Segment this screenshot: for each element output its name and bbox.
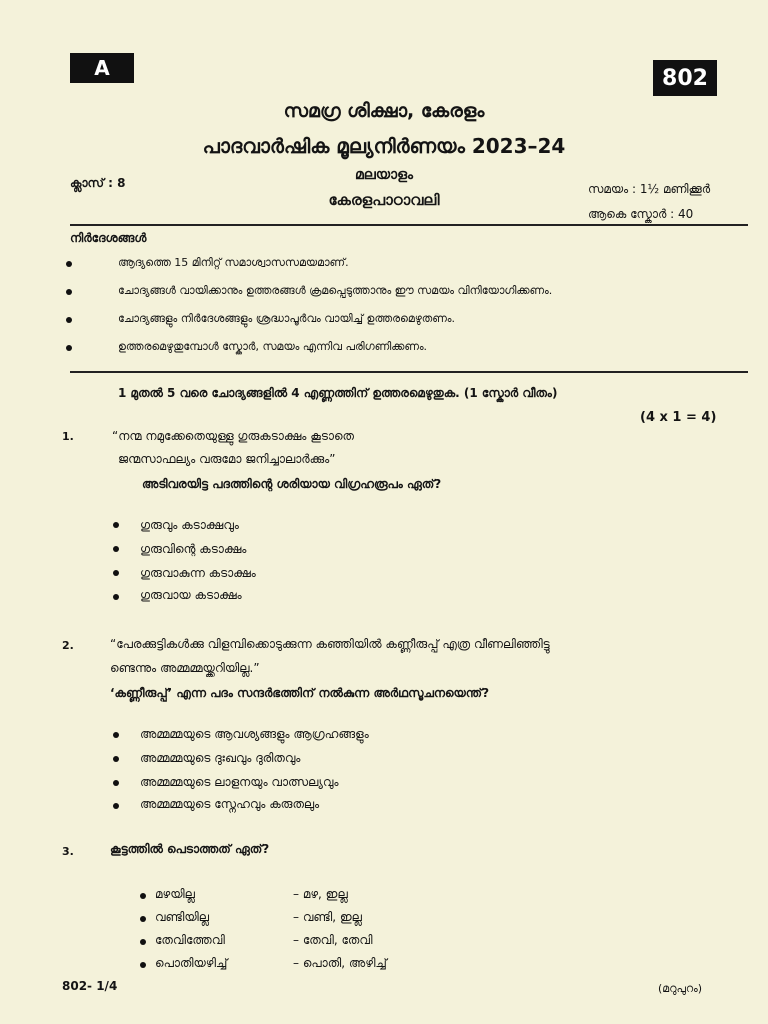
bullet-icon bbox=[113, 594, 119, 600]
question-prompt: ‘കണ്ണീരുപ്പ്’ എന്ന പദം സന്ദർഭത്തിന് നൽകുന്ന അർഥസൂചനയെന്ത്? bbox=[110, 686, 490, 700]
paper-code: 802 bbox=[653, 60, 717, 96]
answer-option: അമ്മമ്മയുടെ ദുഃഖവും ദുരിതവും bbox=[140, 751, 301, 765]
exam-title: പാദവാർഷിക മൂല്യനിർണയം 2023–24 bbox=[202, 134, 566, 158]
bullet-icon bbox=[66, 345, 72, 351]
question-text: ജന്മസാഫല്യം വരുമോ ജനിച്ചാലാർക്കും” bbox=[118, 452, 336, 466]
bullet-icon bbox=[66, 317, 72, 323]
option-split: – തേവി, തേവി bbox=[293, 933, 373, 947]
instructions-divider bbox=[70, 371, 748, 373]
time-label: സമയം : 1½ മണിക്കൂർ bbox=[588, 182, 711, 196]
question-number: 1. bbox=[62, 430, 74, 443]
option-word: പൊതിയഴിച്ച് bbox=[155, 956, 228, 970]
set-label: A bbox=[70, 53, 134, 83]
subject-title: മലയാളം bbox=[354, 167, 414, 183]
instruction-item: ആദ്യത്തെ 15 മിനിറ്റ് സമാശ്വാസസമയമാണ്. bbox=[118, 256, 349, 269]
paper-title: കേരളപാഠാവലി bbox=[328, 191, 440, 209]
option-split: – വണ്ടി, ഇല്ല bbox=[293, 910, 362, 924]
total-score-label: ആകെ സ്കോർ : 40 bbox=[588, 207, 694, 221]
option-split: – മഴ, ഇല്ല bbox=[293, 887, 348, 901]
bullet-icon bbox=[66, 289, 72, 295]
bullet-icon bbox=[140, 939, 146, 945]
answer-option: ഗുരുവാകുന്ന കടാക്ഷം bbox=[140, 566, 256, 580]
option-split: – പൊതി, അഴിച്ച് bbox=[293, 956, 387, 970]
question-prompt: കൂട്ടത്തിൽ പെടാത്തത് ഏത്? bbox=[110, 842, 270, 856]
bullet-icon bbox=[113, 780, 119, 786]
instruction-item: ചോദ്യങ്ങളും നിർദേശങ്ങളും ശ്രദ്ധാപൂർവം വായിച്ച് ഉത്തരമെഴുതണം. bbox=[118, 312, 455, 325]
question-text: “പേരക്കുട്ടികൾക്കു വിളമ്പിക്കൊടുക്കുന്ന കഞ്ഞിയിൽ കണ്ണീരുപ്പ് എത്ര വീണലിഞ്ഞിട്ടു bbox=[110, 637, 550, 651]
bullet-icon bbox=[140, 893, 146, 899]
answer-option: ഗുരുവായ കടാക്ഷം bbox=[140, 588, 242, 602]
instructions-heading: നിർദേശങ്ങൾ bbox=[70, 231, 147, 245]
bullet-icon bbox=[113, 546, 119, 552]
bullet-icon bbox=[113, 803, 119, 809]
bullet-icon bbox=[113, 522, 119, 528]
section-instruction: 1 മുതൽ 5 വരെ ചോദ്യങ്ങളിൽ 4 എണ്ണത്തിന് ഉത്തരമെഴുതുക. (1 സ്കോർ വീതം) bbox=[118, 386, 558, 400]
answer-option: ഗുരുവിന്റെ കടാക്ഷം bbox=[140, 542, 247, 556]
option-word: വണ്ടിയില്ല bbox=[155, 910, 210, 924]
instruction-item: ചോദ്യങ്ങൾ വായിക്കാനും ഉത്തരങ്ങൾ ക്രമപ്പെടുത്താനും ഈ സമയം വിനിയോഗിക്കണം. bbox=[118, 284, 553, 297]
page-number: 802- 1/4 bbox=[62, 979, 118, 993]
answer-option: അമ്മമ്മയുടെ ലാളനയും വാത്സല്യവും bbox=[140, 775, 339, 789]
instruction-item: ഉത്തരമെഴുതുമ്പോൾ സ്കോർ, സമയം എന്നിവ പരിഗണിക്കണം. bbox=[118, 340, 428, 353]
bullet-icon bbox=[113, 732, 119, 738]
question-number: 2. bbox=[62, 639, 74, 652]
question-prompt: അടിവരയിട്ട പദത്തിന്റെ ശരിയായ വിഗ്രഹരൂപം ഏത്? bbox=[142, 477, 442, 491]
turn-over-note: (മറുപുറം) bbox=[658, 982, 703, 995]
organization-title: സമഗ്ര ശിക്ഷാ, കേരളം bbox=[283, 100, 485, 122]
option-word: തേവിത്തേവി bbox=[155, 933, 225, 947]
bullet-icon bbox=[140, 962, 146, 968]
bullet-icon bbox=[113, 570, 119, 576]
option-word: മഴയില്ല bbox=[155, 887, 195, 901]
bullet-icon bbox=[66, 261, 72, 267]
answer-option: ഗുരുവും കടാക്ഷവും bbox=[140, 518, 239, 532]
question-text: “നന്മ നമുക്കേതെയുള്ളു ഗുരുകടാക്ഷം കൂടാതെ bbox=[112, 429, 354, 443]
bullet-icon bbox=[113, 756, 119, 762]
question-text: ണ്ടെന്നും അമ്മമ്മയ്ക്കറിയില്ല.” bbox=[110, 661, 260, 675]
answer-option: അമ്മമ്മയുടെ ആവശ്യങ്ങളും ആഗ്രഹങ്ങളും bbox=[140, 727, 369, 741]
header-divider bbox=[70, 224, 748, 226]
bullet-icon bbox=[140, 916, 146, 922]
class-label: ക്ലാസ് : 8 bbox=[70, 176, 126, 190]
answer-option: അമ്മമ്മയുടെ സ്നേഹവും കരുതലും bbox=[140, 797, 320, 811]
question-number: 3. bbox=[62, 845, 74, 858]
section-marks: (4 x 1 = 4) bbox=[640, 410, 717, 425]
